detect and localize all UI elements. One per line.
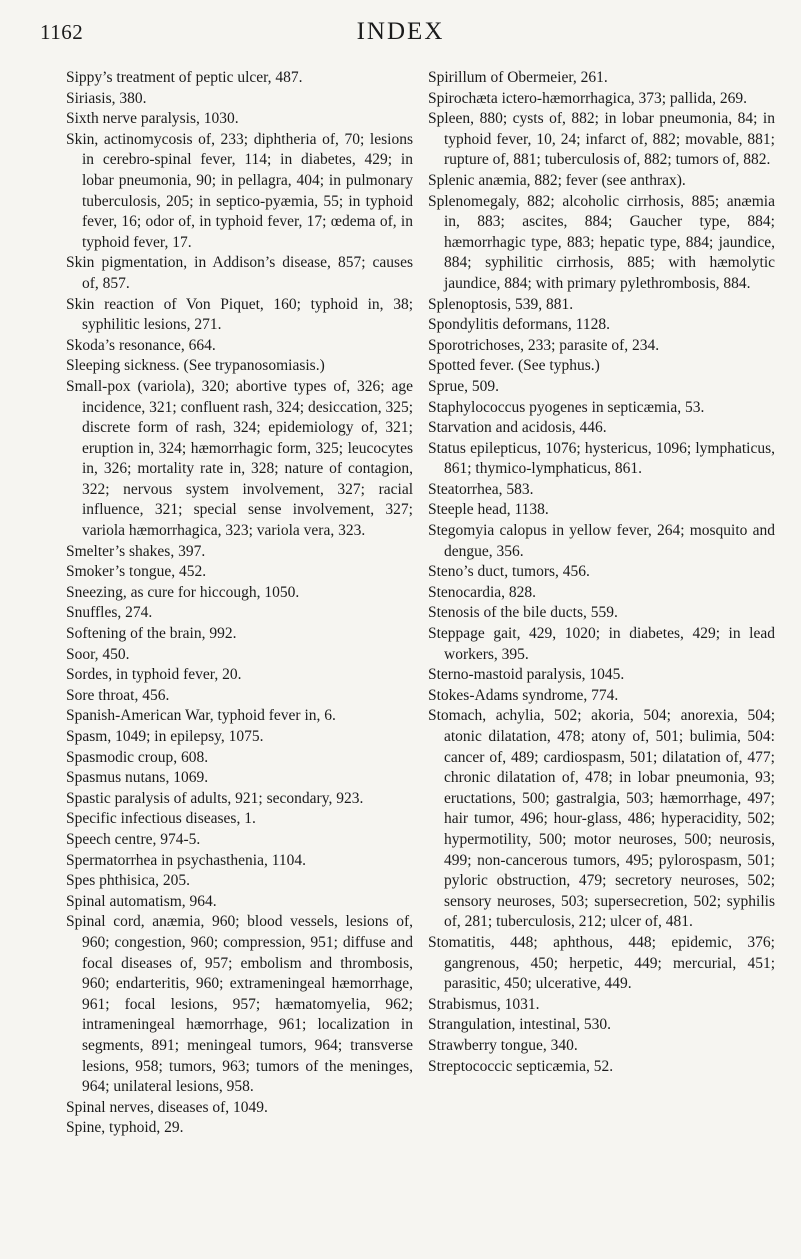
index-entry: Sippy’s treatment of peptic ulcer, 487. bbox=[66, 69, 303, 86]
index-entry: Spinal cord, anæmia, 960; blood vessels, lesions of, 960; congestion, 960; compression, 951; diffuse and focal diseases of, 957; embolism and thrombosis, 960; endarteritis, 960; extrameningeal hæmorrhage, 961; focal lesions, 957; hæmatomyelia, 962; intrameningeal hæmorrhage, 961; localization in segments, 891; meningeal tumors, 964; transverse lesions, 958; tumors, 963; tumors of the meninges, 964; unilateral lesions, 958. bbox=[66, 913, 413, 1096]
index-entry: Smelter’s shakes, 397. bbox=[66, 542, 206, 560]
index-entry: Strangulation, intestinal, 530. bbox=[428, 1016, 611, 1034]
index-entry: Specific infectious diseases, 1. bbox=[66, 810, 256, 828]
index-entry: Sporotrichoses, 233; parasite of, 234. bbox=[428, 336, 660, 354]
index-entry: Softening of the brain, 992. bbox=[66, 625, 237, 643]
index-entry: Spirillum of Obermeier, 261. bbox=[428, 69, 608, 86]
index-entry: Stokes-Adams syndrome, 774. bbox=[428, 686, 619, 704]
index-entry: Stenosis of the bile ducts, 559. bbox=[428, 604, 618, 622]
index-entry: Spotted fever. (See typhus.) bbox=[428, 357, 600, 375]
index-entry: Spinal automatism, 964. bbox=[66, 892, 217, 910]
index-entry: Sterno-mastoid paralysis, 1045. bbox=[428, 666, 625, 684]
index-entry: Spine, typhoid, 29. bbox=[66, 1119, 184, 1137]
index-entry: Spanish-American War, typhoid fever in, 6. bbox=[66, 707, 336, 725]
index-entry: Sleeping sickness. (See trypanosomiasis.) bbox=[66, 357, 325, 375]
index-entry: Spleen, 880; cysts of, 882; in lobar pneumonia, 84; in typhoid fever, 10, 24; infarct of, 882; movable, 881; rupture of, 881; tuberculosis of, 882; tumors of, 882. bbox=[428, 110, 775, 169]
page-title: INDEX bbox=[356, 18, 445, 45]
index-entry: Steno’s duct, tumors, 456. bbox=[428, 563, 590, 581]
index-entry: Siriasis, 380. bbox=[66, 89, 147, 107]
index-entry: Soor, 450. bbox=[66, 645, 130, 663]
index-entry: Sixth nerve paralysis, 1030. bbox=[66, 110, 239, 128]
index-entry: Spasmodic croup, 608. bbox=[66, 748, 209, 766]
index-entry: Steatorrhea, 583. bbox=[428, 480, 534, 498]
index-entry: Sprue, 509. bbox=[428, 377, 500, 395]
index-entry: Spirochæta ictero-hæmorrhagica, 373; pallida, 269. bbox=[428, 89, 747, 107]
index-entry: Smoker’s tongue, 452. bbox=[66, 563, 207, 581]
index-entry: Snuffles, 274. bbox=[66, 604, 153, 622]
right-column bbox=[428, 68, 775, 1077]
index-entry: Spes phthisica, 205. bbox=[66, 872, 190, 890]
index-entry: Spasmus nutans, 1069. bbox=[66, 769, 209, 787]
index-entry: Stenocardia, 828. bbox=[428, 583, 537, 601]
index-entry: Status epilepticus, 1076; hystericus, 1096; lymphaticus, 861; thymico-lymphaticus, 861. bbox=[428, 439, 775, 478]
index-entry: Splenoptosis, 539, 881. bbox=[428, 295, 574, 313]
index-entry: Strabismus, 1031. bbox=[428, 995, 540, 1013]
index-entry: Streptococcic septicæmia, 52. bbox=[428, 1057, 614, 1075]
index-entry: Skin pigmentation, in Addison’s disease, 857; causes of, 857. bbox=[66, 254, 413, 292]
index-entry: Steppage gait, 429, 1020; in diabetes, 429; in lead workers, 395. bbox=[428, 625, 775, 663]
index-entry: Steeple head, 1138. bbox=[428, 501, 549, 519]
index-entry: Sore throat, 456. bbox=[66, 686, 170, 704]
index-entry: Spondylitis deformans, 1128. bbox=[428, 316, 610, 334]
index-entry: Stomach, achylia, 502; akoria, 504; anorexia, 504; atonic dilatation, 478; atony of, 501; bulimia, 504: cancer of, 489; cardiospasm, 501; dilatation of, 477; chronic dilatation of, 478; in lobar pneumonia, 93; eructations, 500; gastralgia, 503; hæmorrhage, 497; hair tumor, 496; hour-glass, 486; hyperacidity, 502; hypermotility, 500; motor neuroses, 500; neurosis, 499; non-cancerous tumors, 495; pylorospasm, 501; pyloric obstruction, 479; secretory neuroses, 502; sensory neuroses, 503; supersecretion, 502; syphilis of, 281; tuberculosis, 212; ulcer of, 481. bbox=[428, 707, 775, 931]
index-entry: Stegomyia calopus in yellow fever, 264; mosquito and dengue, 356. bbox=[428, 522, 775, 560]
index-entry: Spasm, 1049; in epilepsy, 1075. bbox=[66, 728, 264, 745]
index-entry: Sordes, in typhoid fever, 20. bbox=[66, 666, 242, 684]
index-entry: Skoda’s resonance, 664. bbox=[66, 336, 216, 354]
index-entry: Skin reaction of Von Piquet, 160; typhoid in, 38; syphilitic lesions, 271. bbox=[66, 295, 413, 334]
index-entry: Spermatorrhea in psychasthenia, 1104. bbox=[66, 851, 307, 869]
page-header bbox=[0, 18, 801, 48]
index-entry: Speech centre, 974-5. bbox=[66, 830, 201, 848]
index-entry: Splenic anæmia, 882; fever (see anthrax). bbox=[428, 171, 686, 189]
index-entry: Spinal nerves, diseases of, 1049. bbox=[66, 1098, 268, 1116]
index-entry: Staphylococcus pyogenes in septicæmia, 53. bbox=[428, 398, 705, 416]
index-entry: Stomatitis, 448; aphthous, 448; epidemic, 376; gangrenous, 450; herpetic, 449; mercurial, 451; parasitic, 450; ulcerative, 449. bbox=[428, 933, 775, 993]
index-entry: Spastic paralysis of adults, 921; secondary, 923. bbox=[66, 789, 364, 807]
index-entry: Starvation and acidosis, 446. bbox=[428, 419, 607, 437]
index-entry: Small-pox (variola), 320; abortive types of, 326; age incidence, 321; confluent rash, 324; desiccation, 325; discrete form of rash, 324; epidemiology of, 321; eruption in, 324; hæmorrhagic form, 325; leucocytes in, 326; mortality rate in, 328; nature of contagion, 322; nervous system involvement, 327; racial influence, 321; special sense involvement, 327; variola hæmorrhagica, 323; variola vera, 323. bbox=[66, 377, 414, 540]
left-column bbox=[66, 68, 413, 1139]
index-entry: Splenomegaly, 882; alcoholic cirrhosis, 885; anæmia in, 883; ascites, 884; Gaucher type, 884; hæmorrhagic type, 883; hepatic type, 884; jaundice, 884; syphilitic cirrhosis, 885; with hæmolytic jaundice, 884; with primary pylethrombosis, 884. bbox=[428, 192, 775, 292]
index-entry: Skin, actinomycosis of, 233; diphtheria of, 70; lesions in cerebro-spinal fever, 114; in diabetes, 429; in lobar pneumonia, 90; in pellagra, 404; in pulmonary tuberculosis, 205; in septico-pyæmia, 55; in typhoid fever, 16; odor of, in typhoid fever, 17; œdema of, in typhoid fever, 17. bbox=[66, 130, 413, 251]
index-entry: Strawberry tongue, 340. bbox=[428, 1036, 578, 1054]
page-number: 1162 bbox=[40, 20, 84, 44]
index-entry: Sneezing, as cure for hiccough, 1050. bbox=[66, 583, 300, 601]
